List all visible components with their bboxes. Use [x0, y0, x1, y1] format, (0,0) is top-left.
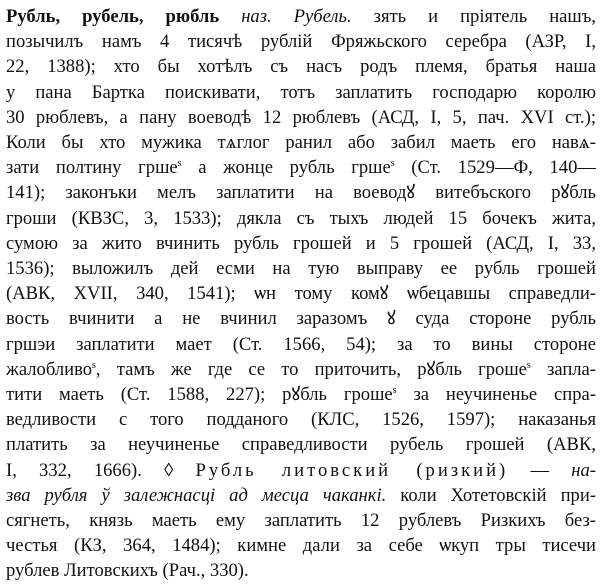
entry-text: платить за неучиненье справедливости рубель грошей (АВК, [6, 434, 596, 456]
entry-line [6, 533, 596, 558]
entry-text: — [508, 459, 572, 481]
entry-text: ведливости с того подданого (КЛС, 1526, 1597); наказанья [6, 409, 596, 431]
entry-line [6, 558, 596, 583]
entry-line [6, 105, 596, 130]
entry-line [6, 483, 596, 508]
entry-line [6, 508, 596, 533]
entry-text: І, 332, 1666). ◊ [6, 459, 196, 481]
entry-line [6, 155, 596, 180]
entry-text: 22, 1388); хто бы хотѣлъ съ насъ родъ племя, братья наша [6, 56, 596, 78]
entry-line [6, 130, 596, 155]
superscript-mark: s [526, 359, 531, 371]
entry-text: зять и пріятель нашъ, [351, 6, 596, 27]
entry-text: сягнеть, князь маеть ему заплатить 12 рублевъ Ризкихъ без- [6, 510, 596, 532]
entry-text: (АВК, XVII, 340, 1541); ѡн тому комꙋ ѡбецавшы справедли- [6, 283, 596, 305]
entry-text: сумою за жито вчинить рубль грошей и 5 грошей (АСД, І, 33, [6, 232, 596, 254]
entry-line [6, 458, 596, 483]
entry-line [6, 357, 596, 382]
entry-text: Коли бы хто мужика тѧглог ранил або забил маеть его навѧ- [6, 132, 596, 154]
entry-text: у пана Бартка поискивати, тотъ заплатить господарю королю [6, 81, 596, 103]
entry-text: коли Хотетовскій при- [386, 484, 596, 506]
entry-text [219, 6, 241, 27]
italic-text: наз. [241, 6, 272, 27]
entry-line [6, 54, 596, 79]
entry-text: 1536); выложилъ дей есми на тую выправу ее рубль грошей [6, 258, 596, 280]
entry-text: рублев Литовскихъ (Рач., 330). [6, 560, 249, 582]
italic-text: Рубель. [293, 6, 352, 27]
entry-line [6, 432, 596, 457]
superscript-mark: s [177, 158, 182, 170]
entry-text: тити маеть (Ст. 1588, 227); рꙋбль гроше [6, 384, 393, 406]
entry-line [6, 4, 596, 29]
entry-text: за неучиненье спра- [396, 384, 596, 406]
entry-text: (Ст. 1529—Ф, 140— [394, 157, 596, 179]
entry-text: а жонце рубль грше [181, 157, 391, 179]
superscript-mark: s [92, 359, 96, 371]
entry-text [272, 6, 294, 27]
entry-text: честья (КЗ, 364, 1484); кимне дали за себе ѡкуп тры тисечи [6, 535, 596, 557]
entry-text: зати полтину грше [6, 157, 178, 179]
entry-text: гршэи заплатити мает (Ст. 1566, 54); за то вины стороне [6, 333, 596, 355]
entry-line [6, 256, 596, 281]
entry-line [6, 29, 596, 54]
dictionary-entry [6, 4, 596, 584]
entry-text: жалобливо [6, 358, 93, 380]
entry-line [6, 306, 596, 331]
entry-text: , тамъ же где се то приточить, рꙋбль гроше [95, 358, 527, 380]
entry-line [6, 80, 596, 105]
entry-line [6, 180, 596, 205]
superscript-mark: s [390, 158, 395, 170]
spaced-phrase: Рубль литовский (ризкий) [195, 459, 509, 481]
italic-text: зва рубля ў залежнасці ад месца чаканкі. [6, 484, 387, 506]
entry-line [6, 281, 596, 306]
entry-text: запла- [530, 358, 596, 380]
entry-line [6, 231, 596, 256]
entry-text: 30 рюблевъ, а пану воеводѣ 12 рюблевъ (АСД, І, 5, пач. XVI ст.); [6, 106, 596, 128]
entry-text: 141); законъки мелъ заплатити на воеводꙋ витебъского рꙋбль [6, 182, 596, 204]
entry-line [6, 332, 596, 357]
superscript-mark: s [392, 384, 397, 396]
entry-line [6, 407, 596, 432]
headword: Рубль, рубель, рюбль [6, 6, 220, 27]
entry-line [6, 382, 596, 407]
entry-text: вость вчинити а не вчинил заразомъ ꙋ суда стороне рубль [6, 308, 596, 330]
italic-text: на- [571, 459, 596, 481]
entry-line [6, 206, 596, 231]
entry-text: гроши (КВЗС, 3, 1533); дякла съ тыхъ людей 15 бочекъ жита, [6, 207, 596, 229]
entry-text: позычилъ намъ 4 тисячѣ рублій Фряжьского серебра (АЗР, І, [6, 31, 596, 53]
